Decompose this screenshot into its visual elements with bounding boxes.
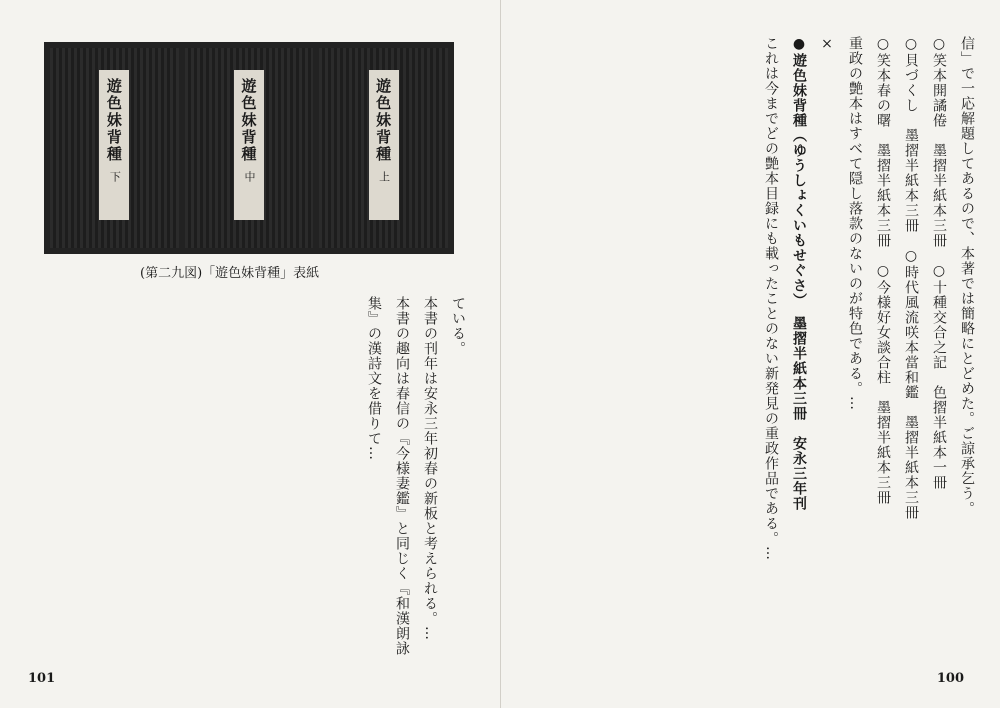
paragraph: 本書の刊年は安永三年初春の新板と考えられる。… xyxy=(422,296,438,641)
section-divider: × xyxy=(819,36,835,53)
cover-title: 遊色妹背種 xyxy=(104,78,123,163)
cover-volume-2 xyxy=(185,48,314,248)
paragraph: 本書の趣向は春信の『今様妻鑑』と同じく『和漢朗詠集』の漢詩文を借りて… xyxy=(366,296,410,656)
cover-volume: 下 xyxy=(108,171,122,184)
cover-title: 遊色妹背種 xyxy=(374,78,393,163)
page-number: 101 xyxy=(28,671,56,686)
cover-label xyxy=(234,70,264,220)
right-page xyxy=(500,0,1000,708)
left-body-text xyxy=(28,296,472,656)
paragraph: これは今までどの艶本目録にも載ったことのない新発見の重政作品である。… xyxy=(763,36,779,561)
cover-volume-3 xyxy=(50,48,179,248)
page-number: 100 xyxy=(936,671,964,686)
cover-volume: 中 xyxy=(243,171,256,184)
entry-line: ○笑本開譎倦 墨摺半紙本三冊 ○十種交合之記 色摺半紙本一冊 xyxy=(931,36,947,490)
entry-line: ○笑本春の曙 墨摺半紙本三冊 ○今様好女談合柱 墨摺半紙本三冊 xyxy=(875,36,891,505)
cover-label xyxy=(99,70,129,220)
cover-label xyxy=(369,70,399,220)
cover-title: 遊色妹背種 xyxy=(239,78,258,163)
paragraph: 信」で一応解題してあるので、本著では簡略にとどめた。ご諒承乞う。 xyxy=(959,36,975,516)
cover-volume: 上 xyxy=(377,171,391,184)
entry-line: ○貝づくし 墨摺半紙本三冊 ○時代風流咲本當和鑑 墨摺半紙本三冊 xyxy=(903,36,919,520)
cover-photo xyxy=(44,42,454,254)
section-heading: ●遊色妹背種（ゆうしょくいもせぐさ） 墨摺半紙本三冊 安永三年刊 xyxy=(791,36,807,511)
paragraph: 重政の艶本はすべて隠し落款のないのが特色である。… xyxy=(847,36,863,411)
cover-volume-1 xyxy=(319,48,448,248)
paragraph: ている。 xyxy=(450,296,466,356)
right-body-text xyxy=(519,36,981,648)
figure-caption: (第二九図)「遊色妹背種」表紙 xyxy=(140,266,320,281)
